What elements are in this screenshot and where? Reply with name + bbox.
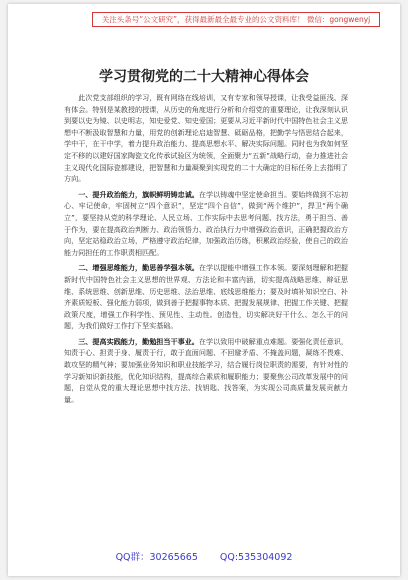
paragraph-section-3	[64, 336, 348, 406]
paragraph-text: 在学以致用中破解重点难题。要强化责任意识，知责于心、担责于身、履责于行，敢于直面问题、不回避矛盾、不掩盖问题，凝练不畏难、敢攻坚的精气神；要加强业务知识和职业技能学习，结合履行岗位职责的需要，有针对性的学习新知识新技能，优化知识结构，提高综合素质和履职能力；要聚焦公司改革发展中的问题，自觉从党的重大理论思想中找方法、找钥匙、找答案，为实现公司高质量发展贡献力量。	[64, 336, 349, 404]
paragraph-section-1	[64, 189, 348, 259]
section-heading: 二、增强思维能力，勤思善学强本领。	[78, 263, 199, 273]
document-title: 学习贯彻党的二十大精神心得体会	[99, 69, 309, 85]
paragraph-intro	[64, 92, 348, 185]
document-body	[64, 92, 348, 409]
qq-number-text: QQ:535304092	[219, 552, 293, 563]
promo-banner: 关注头条号“公文研究”，获得最新最全最专业的公文资料库！ 微信：gongwenyj	[92, 12, 380, 27]
paragraph-text: 此次党支部组织的学习，既有网络在线培训，又有专家和领导授课，让我受益匪浅、深有体会。特别是某教授的授课，从历史的角度进行分析和介绍党的重要理论，让我深刻认识到要以史为镜、以史明志，知史爱党、知史爱国；更要从习近平新时代中国特色社会主义思想中不断汲取智慧和力量，用党的创新理论启迪智慧、砥砺品格，把勤学与悟思结合起来，学中干，在干中学，着力提升政治能力、提高思想水平、解决实际问题。同时也为我如何坚定不移的以建好国家陶瓷文化传承试验区为统领，全面聚力“五新”战略行动，奋力推进社会主义现代化国际瓷都建设，把智慧和力量凝聚到实现党的二十大确定的目标任务上去指明了方向。	[64, 93, 349, 184]
paragraph-text: 在学以提能中增强工作本领。要深刻理解和把握新时代中国特色社会主义思想的世界观、方法论和丰富内涵，切实提高战略思维、辩证思维、系统思维、创新思维、历史思维、法治思维、底线思维能力；要及时填补知识空白、补齐素质短板、强化能力弱项，做到善于把握事物本质、把握发展规律、把握工作关键、把握政策尺度，增强工作科学性、预见性、主动性。创造性，切实解决好干什么、怎么干的问题，为我们做好工作打下坚实基础。	[64, 263, 349, 331]
paragraph-section-2	[64, 262, 348, 332]
contact-footer	[8, 549, 400, 563]
section-heading: 一、提升政治能力，旗帜鲜明铸忠诚。	[78, 189, 199, 199]
document-page	[8, 4, 400, 576]
qq-group-text: QQ群：30265665	[115, 552, 198, 563]
paragraph-text: 在学以铸魂中坚定使命担当。要始终做到不忘初心、牢记使命，牢固树立“四个意识”，坚定“四个自信”，做到“两个维护”，捍卫“两个确立”，要坚持从党的科学理论、人民立场、工作实际中去思考问题、找方法，勇于担当、善于作为，要在提高政治判断力、政治领悟力、政治执行力中增强政治意识，正确把握政治方向，坚定站稳政治立场，严格遵守政治纪律，加强政治历练，积累政治经验，使自己的政治能力同担任的工作职责相匹配。	[64, 189, 349, 257]
section-heading: 三、提高实践能力，勤勉担当干事业。	[78, 336, 199, 346]
